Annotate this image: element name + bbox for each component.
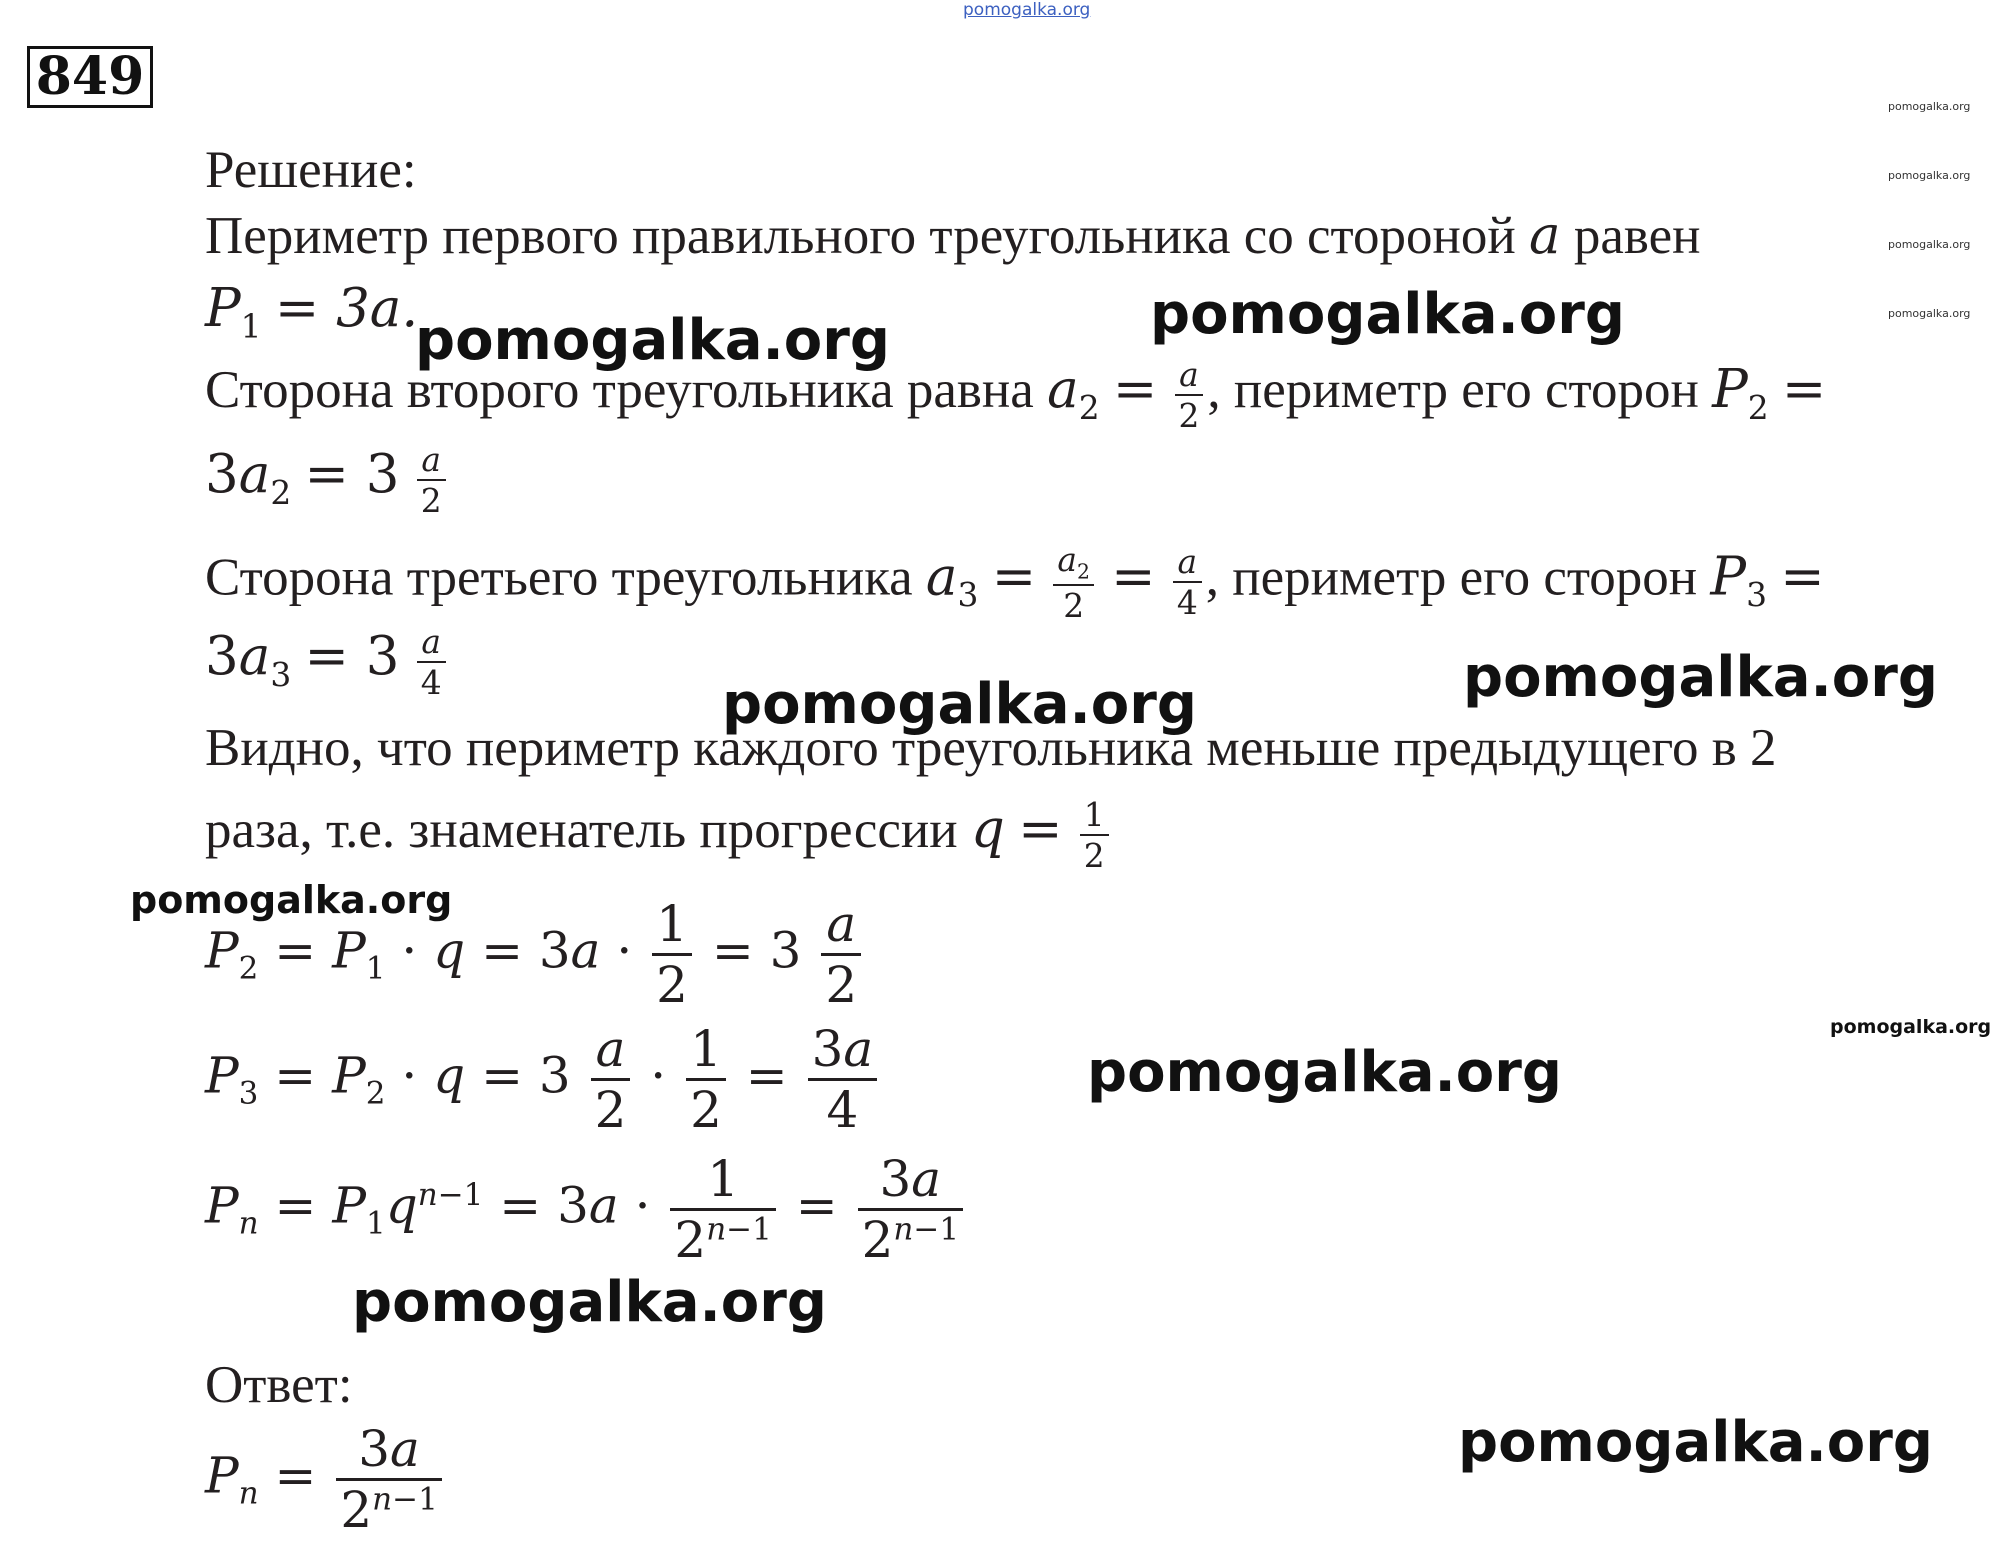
watermark-tiny-3: pomogalka.org <box>1888 238 1971 251</box>
problem-number: 849 <box>27 46 153 108</box>
solution-line-8: раза, т.е. знаменатель прогрессии q = $\frac{1}{2}$ <box>205 795 1113 875</box>
line5-text: Сторона третьего треугольника <box>205 548 913 607</box>
line8-text: раза, т.е. знаменатель прогрессии <box>205 801 958 860</box>
solution-line-4: $3a_2 = 3$ $\frac{a}{2}$ <box>205 440 450 520</box>
watermark-big-3: pomogalka.org <box>1463 645 1938 710</box>
solution-line-1 <box>205 205 1700 266</box>
line5-mid: , периметр его сторон <box>1205 548 1698 607</box>
watermark-big-7: pomogalka.org <box>1458 1410 1933 1475</box>
watermark-big-2: pomogalka.org <box>415 308 890 373</box>
solution-line-5: Сторона третьего треугольника $a_3$ = $\frac{a_2}{2}$ = $\frac{a}{4}$ , периметр его сторон $P_3$ = <box>205 540 1825 625</box>
formula-pn: $P_n = P_1q^{n-1} = 3a$ · $\frac{1}{2^{n-1}}$ = $\frac{3a}{2^{n-1}}$ <box>205 1150 967 1269</box>
solution-line-6: $3a_3 = 3$ $\frac{a}{4}$ <box>205 622 450 702</box>
watermark-big-4: pomogalka.org <box>722 672 1197 737</box>
solution-line-7: Видно, что периметр каждого треугольника меньше предыдущего в 2 <box>205 719 1777 777</box>
answer-heading: Ответ: <box>205 1356 353 1414</box>
fraction-a-over-2: $\frac{a}{2}$ <box>1175 355 1204 435</box>
watermark-small-1: pomogalka.org <box>1830 1016 1992 1038</box>
watermark-big-5: pomogalka.org <box>1087 1040 1562 1105</box>
formula-p3: $P_3 = P_2 \cdot q = 3$ $\frac{a}{2}$ · $\frac{1}{2}$ = $\frac{3a}{4}$ <box>205 1020 881 1139</box>
line1-text: Периметр первого правильного треугольника со стороной <box>205 207 1516 265</box>
solution-line-2: $P_1 = 3a$. <box>205 278 419 346</box>
watermark-tiny-4: pomogalka.org <box>1888 307 1971 320</box>
watermark-big-6: pomogalka.org <box>352 1270 827 1335</box>
line1-end: равен <box>1573 207 1701 265</box>
watermark-tiny-2: pomogalka.org <box>1888 169 1971 182</box>
watermark-tiny-1: pomogalka.org <box>1888 100 1971 113</box>
line3-text: Сторона второго треугольника равна <box>205 361 1034 420</box>
watermark-mid-1: pomogalka.org <box>130 878 453 922</box>
answer-formula: $P_n$ = $\frac{3a}{2^{n-1}}$ <box>205 1420 446 1539</box>
watermark-big-1: pomogalka.org <box>1150 282 1625 347</box>
line1-var: a <box>1528 205 1561 266</box>
solution-line-3: Сторона второго треугольника равна $a_2$ = $\frac{a}{2}$ , периметр его сторон $P_2$ = <box>205 355 1827 435</box>
solution-heading: Решение: <box>205 141 417 199</box>
line3-mid: , периметр его сторон <box>1207 361 1699 420</box>
formula-p2: $P_2 = P_1 \cdot q = 3a$ · $\frac{1}{2}$ = 3 $\frac{a}{2}$ <box>205 895 865 1014</box>
watermark-top-link: pomogalka.org <box>963 0 1091 20</box>
